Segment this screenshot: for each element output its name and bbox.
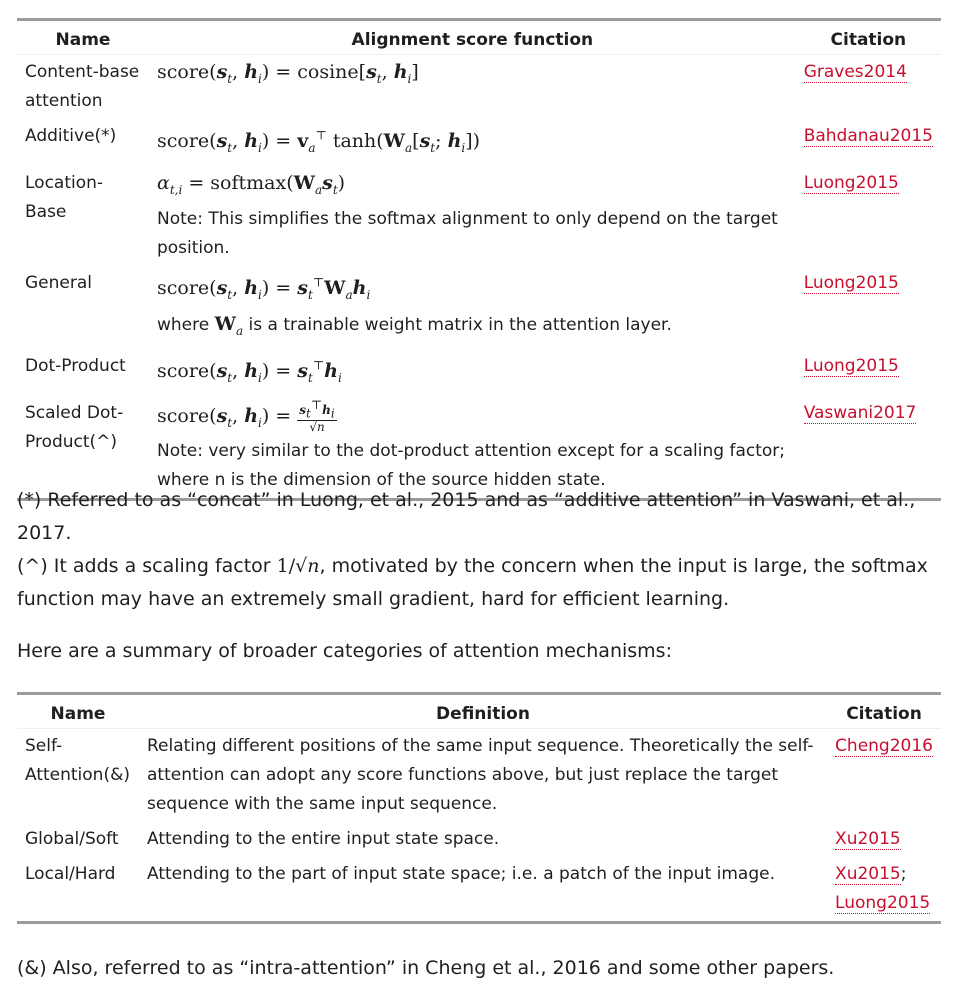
header-function: Alignment score function [149, 20, 796, 55]
citation-link[interactable]: Luong2015 [803, 272, 899, 293]
scaling-note: (^) It adds a scaling factor 1/√n, motivated by the concern when the input is large, the softmax function may have an extremely small gradient, hard for efficient learning. [17, 555, 928, 610]
summary-intro: Here are a summary of broader categories of attention mechanisms: [17, 640, 672, 662]
score-formula: $\alpha_{t,i}$ = $softmax(W_as_t)$ Note: This simplifies the softmax alignment to only depend on the target position. [156, 172, 778, 258]
header-name: Name [17, 694, 139, 729]
formula-note: Note: This simplifies the softmax alignment to only depend on the target position. [156, 208, 778, 258]
row-name: General [25, 272, 92, 293]
row-name: Location-Base [25, 173, 104, 223]
table-row: Local/Hard Attending to the part of input state space; i.e. a patch of the input image. Xu2015; Luong2015 [17, 857, 941, 923]
row-name: Global/Soft [25, 829, 119, 849]
row-definition: Relating different positions of the same input sequence. Theoretically the self-attention can adopt any score functions above, but just replace the target sequence with the same input sequence. [146, 736, 814, 814]
header-name: Name [17, 20, 149, 55]
row-name: Scaled Dot-Product(^) [25, 402, 124, 452]
citation-link[interactable]: Xu2015 [835, 829, 901, 849]
scaling-note-prefix: (^) It adds a scaling factor [17, 555, 271, 577]
row-name: Dot-Product [25, 355, 126, 376]
score-formula: $score(s_t$, $h_i) = s_t^⊤W_ah_i$ where $W_a$ is a trainable weight matrix in the attention layer. [156, 275, 672, 338]
concat-note: (*) Referred to as “concat” in Luong, et al., 2015 and as “additive attention” in Vaswani, et al., 2017. [17, 489, 916, 544]
table-row [17, 729, 941, 823]
row-name: Content-base attention [25, 62, 140, 111]
alignment-score-table [17, 18, 941, 501]
citation-link[interactable]: Graves2014 [803, 62, 907, 82]
citation-link[interactable]: Xu2015 [835, 864, 901, 884]
citation-link[interactable]: Luong2015 [803, 355, 899, 376]
row-definition: Attending to the part of input state space; i.e. a patch of the input image. [146, 864, 775, 884]
header-citation: Citation [827, 694, 941, 729]
formula-note: Note: very similar to the dot-product attention except for a scaling factor; where n is the dimension of the source hidden state. [156, 441, 785, 491]
table-row [17, 266, 941, 349]
table-row [17, 119, 941, 166]
table-row [17, 55, 941, 120]
citation-link[interactable]: Cheng2016 [835, 736, 933, 756]
table-row [17, 166, 941, 266]
score-formula: $score(s_t$, $h_i) = cosine[s_t$, $h_i$] [156, 61, 419, 86]
row-name: Local/Hard [25, 864, 116, 884]
intra-attention-note: (&) Also, referred to as “intra-attention” in Cheng et al., 2016 and some other papers. [17, 957, 835, 979]
citation-link[interactable]: Luong2015 [835, 893, 931, 913]
attention-categories-table [17, 692, 941, 924]
score-formula: $score(s_t$, $h_i) = v_a^⊤$ $\tanh(W_a[s_t$; $h_i$]) [156, 129, 481, 156]
table-row [17, 822, 941, 857]
row-definition: Attending to the entire input state space. [146, 829, 500, 849]
citation-link[interactable]: Bahdanau2015 [803, 126, 933, 146]
citation-link[interactable]: Vaswani2017 [803, 402, 917, 423]
formula-note: is a trainable weight matrix in the attention layer. [248, 315, 672, 336]
citation-link[interactable]: Luong2015 [803, 173, 899, 194]
score-formula: $score(s_t$, $h_i$) = $\frac{s_t^⊤h_i}{√n}$ Note: very similar to the dot-product attention except for a scaling factor; where n is the dimension of the source hidden state. [156, 397, 785, 491]
scaling-note-suffix: , motivated by the concern when the input is large, the softmax function may have an extremely small gradient, hard for efficient learning. [17, 555, 928, 610]
score-formula: $score(s_t$, $h_i) = s_t^⊤h_i$ [156, 358, 342, 385]
row-name: Additive(*) [25, 126, 117, 146]
row-name: Self-Attention(&) [25, 736, 130, 785]
header-definition: Definition [139, 694, 827, 729]
table-row [17, 349, 941, 396]
header-citation: Citation [796, 20, 941, 55]
